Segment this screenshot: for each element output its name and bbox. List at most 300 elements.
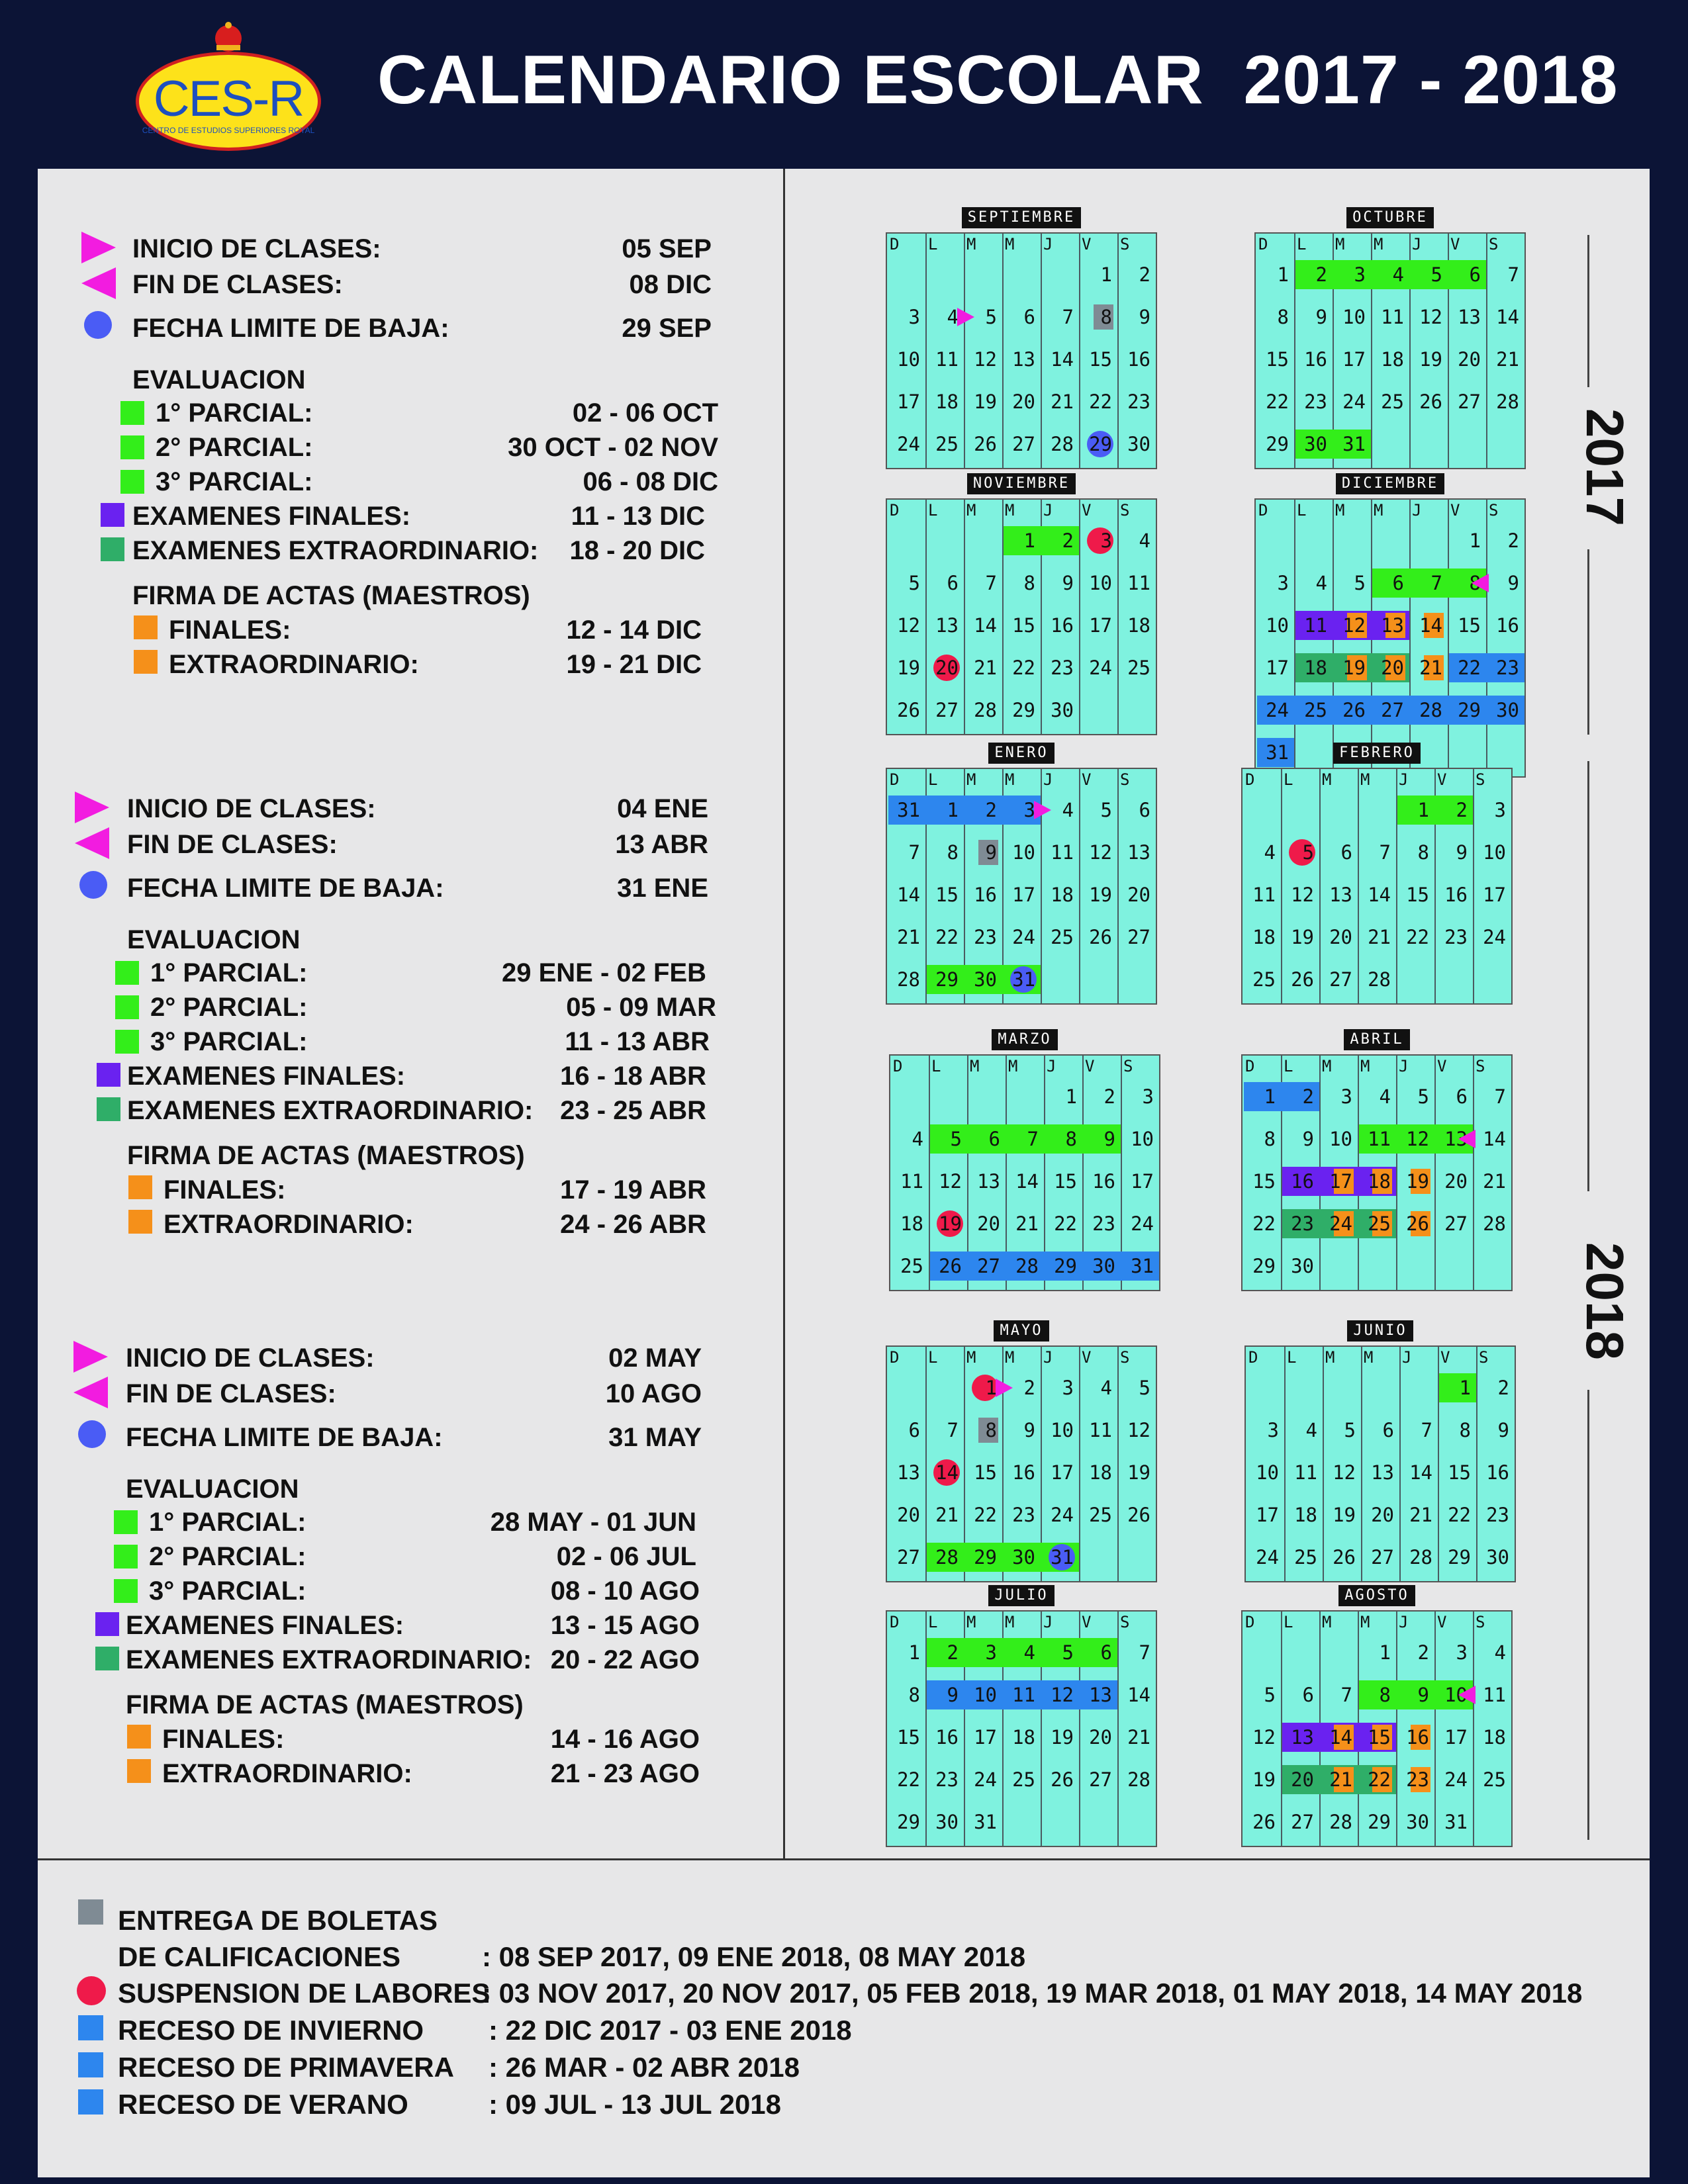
- day-cell: 27: [1291, 1811, 1314, 1833]
- day-cell: 6: [1382, 1419, 1394, 1441]
- day-cell: 13: [1371, 1461, 1394, 1484]
- day-cell: 8: [1100, 306, 1112, 328]
- day-header: M: [966, 501, 976, 520]
- day-cell: 28: [1329, 1811, 1352, 1833]
- day-cell: 3: [1340, 1085, 1352, 1108]
- month-name: OCTUBRE: [1346, 207, 1434, 228]
- day-cell: 26: [1291, 968, 1314, 991]
- month-calendar: [886, 1320, 1157, 1572]
- day-cell: 4: [1494, 1641, 1506, 1664]
- day-cell: 13: [1127, 841, 1150, 864]
- day-cell: 13: [935, 614, 959, 637]
- fin-triangle-icon: [1458, 1130, 1476, 1148]
- day-cell: 7: [908, 841, 920, 864]
- day-cell: 27: [1329, 968, 1352, 991]
- day-header: S: [1476, 1057, 1485, 1075]
- day-header: D: [890, 770, 900, 789]
- parcial-3-value: 11 - 13 ABR: [565, 1027, 710, 1056]
- day-cell: 14: [1368, 884, 1391, 906]
- day-cell: 4: [947, 306, 959, 328]
- day-cell: 11: [1381, 306, 1404, 328]
- month-calendar: [886, 1585, 1157, 1837]
- day-header: M: [966, 1348, 976, 1367]
- firma-finales-label: FINALES:: [169, 615, 291, 645]
- day-cell: 19: [939, 1212, 962, 1235]
- day-header: D: [890, 1348, 900, 1367]
- day-cell: 6: [1023, 306, 1035, 328]
- day-cell: 19: [1089, 884, 1112, 906]
- day-cell: 5: [950, 1128, 962, 1150]
- boletas-value: : 08 SEP 2017, 09 ENE 2018, 08 MAY 2018: [482, 1941, 1026, 1972]
- firma-extra-value: 21 - 23 AGO: [550, 1759, 700, 1788]
- day-cell: 28: [897, 968, 920, 991]
- day-cell: 25: [1252, 968, 1276, 991]
- day-cell: 17: [1329, 1170, 1352, 1193]
- day-cell: 11: [900, 1170, 923, 1193]
- day-cell: 19: [1051, 1726, 1074, 1749]
- day-cell: 31: [897, 799, 920, 821]
- day-cell: 10: [1483, 841, 1506, 864]
- month-calendar: [1254, 207, 1526, 459]
- day-cell: 30: [1127, 433, 1150, 455]
- day-cell: 21: [935, 1504, 959, 1526]
- month-name: JUNIO: [1347, 1320, 1413, 1342]
- day-header: J: [1043, 1348, 1053, 1367]
- day-cell: 24: [1444, 1768, 1468, 1791]
- day-cell: 18: [1252, 926, 1276, 948]
- firma-heading: FIRMA DE ACTAS (MAESTROS): [126, 1690, 524, 1719]
- extra-square-icon: [95, 1647, 119, 1670]
- parcial-1-label: 1° PARCIAL:: [149, 1508, 306, 1537]
- month-name: SEPTIEMBRE: [962, 207, 1081, 228]
- finales-label: EXAMENES FINALES:: [132, 502, 411, 531]
- day-cell: 5: [1264, 1684, 1276, 1706]
- day-header: S: [1489, 235, 1499, 253]
- day-cell: 2: [1062, 529, 1074, 552]
- day-cell: 8: [1065, 1128, 1077, 1150]
- day-cell: 15: [974, 1461, 997, 1484]
- day-cell: 18: [1483, 1726, 1506, 1749]
- month-calendar: [1244, 1320, 1516, 1572]
- day-cell: 19: [1291, 926, 1314, 948]
- boletas-label-1: ENTREGA DE BOLETAS: [118, 1905, 438, 1936]
- firma-extra-value: 19 - 21 DIC: [566, 650, 702, 679]
- fin-value: 08 DIC: [629, 270, 712, 299]
- parcial-2-value: 30 OCT - 02 NOV: [508, 433, 718, 462]
- parcial-square-icon: [114, 1579, 138, 1603]
- day-cell: 16: [974, 884, 997, 906]
- day-cell: 26: [1051, 1768, 1074, 1791]
- day-cell: 1: [1023, 529, 1035, 552]
- day-cell: 18: [1127, 614, 1150, 637]
- day-header: L: [928, 1613, 938, 1631]
- day-cell: 7: [1062, 306, 1074, 328]
- receso-square-icon: [78, 2052, 103, 2077]
- day-cell: 10: [1131, 1128, 1154, 1150]
- day-cell: 25: [1051, 926, 1074, 948]
- day-cell: 18: [900, 1212, 923, 1235]
- day-cell: 19: [1127, 1461, 1150, 1484]
- day-cell: 31: [1012, 968, 1035, 991]
- extra-label: EXAMENES EXTRAORDINARIO:: [132, 536, 539, 565]
- day-cell: 14: [1496, 306, 1519, 328]
- month-name: ABRIL: [1344, 1029, 1410, 1050]
- day-cell: 18: [1294, 1504, 1317, 1526]
- day-cell: 6: [947, 572, 959, 594]
- day-header: V: [1450, 501, 1460, 520]
- day-cell: 24: [1089, 657, 1112, 679]
- day-header: V: [1437, 770, 1447, 789]
- day-cell: 26: [1342, 699, 1366, 721]
- parcial-square-icon: [120, 435, 144, 459]
- day-cell: 20: [897, 1504, 920, 1526]
- day-header: M: [970, 1057, 980, 1075]
- day-header: L: [1297, 501, 1307, 520]
- day-header: D: [1245, 770, 1255, 789]
- day-header: M: [1005, 501, 1015, 520]
- inicio-value: 05 SEP: [622, 234, 712, 263]
- parcial-square-icon: [120, 470, 144, 494]
- day-cell: 11: [1294, 1461, 1317, 1484]
- day-cell: 21: [1015, 1212, 1039, 1235]
- day-cell: 15: [1448, 1461, 1471, 1484]
- firma-square-icon: [134, 650, 158, 674]
- day-header: S: [1120, 235, 1130, 253]
- day-cell: 24: [1266, 699, 1289, 721]
- day-cell: 30: [1291, 1255, 1314, 1277]
- day-cell: 31: [1051, 1546, 1074, 1569]
- day-cell: 5: [908, 572, 920, 594]
- day-cell: 13: [977, 1170, 1000, 1193]
- day-cell: 14: [1127, 1684, 1150, 1706]
- day-cell: 6: [1392, 572, 1404, 594]
- day-cell: 24: [1131, 1212, 1154, 1235]
- day-cell: 6: [1302, 1684, 1314, 1706]
- day-cell: 14: [1015, 1170, 1039, 1193]
- day-cell: 5: [1430, 263, 1442, 286]
- day-cell: 10: [897, 348, 920, 371]
- day-cell: 6: [908, 1419, 920, 1441]
- day-cell: 17: [1342, 348, 1366, 371]
- suspension-value: : 03 NOV 2017, 20 NOV 2017, 05 FEB 2018, 19 MAR 2018, 01 MAY 2018, 14 MAY 2018: [482, 1978, 1583, 2009]
- day-cell: 27: [1444, 1212, 1468, 1235]
- day-cell: 27: [977, 1255, 1000, 1277]
- day-cell: 26: [939, 1255, 962, 1277]
- day-cell: 26: [1333, 1546, 1356, 1569]
- month-calendar: [1241, 1029, 1513, 1281]
- baja-dot-icon: [78, 1420, 106, 1448]
- day-cell: 22: [1266, 390, 1289, 413]
- day-cell: 23: [1444, 926, 1468, 948]
- evaluacion-heading: EVALUACION: [127, 925, 301, 954]
- day-cell: 16: [1291, 1170, 1314, 1193]
- day-cell: 15: [935, 884, 959, 906]
- day-cell: 1: [985, 1377, 997, 1399]
- day-cell: 24: [1051, 1504, 1074, 1526]
- day-header: M: [1364, 1348, 1374, 1367]
- day-cell: 12: [1089, 841, 1112, 864]
- day-cell: 19: [1419, 348, 1442, 371]
- finales-square-icon: [95, 1612, 119, 1636]
- day-cell: 4: [1264, 841, 1276, 864]
- extra-label: EXAMENES EXTRAORDINARIO:: [126, 1645, 532, 1674]
- semester-3: [0, 1334, 783, 1811]
- month-grid: [1254, 498, 1526, 778]
- inicio-triangle-icon: [996, 1379, 1013, 1397]
- day-cell: 1: [1459, 1377, 1471, 1399]
- day-cell: 8: [1379, 1684, 1391, 1706]
- day-cell: 29: [1012, 699, 1035, 721]
- month-grid: [1254, 232, 1526, 469]
- day-header: M: [966, 770, 976, 789]
- boletas-square-icon: [78, 1899, 103, 1925]
- day-header: L: [1297, 235, 1307, 253]
- day-cell: 23: [1092, 1212, 1115, 1235]
- day-cell: 23: [1127, 390, 1150, 413]
- day-cell: 13: [1444, 1128, 1468, 1150]
- day-cell: 10: [1012, 841, 1035, 864]
- day-cell: 29: [1448, 1546, 1471, 1569]
- day-cell: 16: [1304, 348, 1327, 371]
- month-name: JULIO: [988, 1585, 1055, 1606]
- day-header: M: [1360, 1613, 1370, 1631]
- day-cell: 27: [1127, 926, 1150, 948]
- month-calendar: [889, 1029, 1160, 1281]
- day-cell: 4: [1305, 1419, 1317, 1441]
- day-cell: 6: [1469, 263, 1481, 286]
- day-cell: 13: [1012, 348, 1035, 371]
- day-header: S: [1120, 1348, 1130, 1367]
- day-cell: 19: [1252, 1768, 1276, 1791]
- day-cell: 30: [1486, 1546, 1509, 1569]
- day-cell: 12: [1127, 1419, 1150, 1441]
- day-cell: 25: [1127, 657, 1150, 679]
- day-cell: 10: [1089, 572, 1112, 594]
- day-cell: 29: [1458, 699, 1481, 721]
- day-header: D: [890, 1613, 900, 1631]
- day-cell: 2: [1507, 529, 1519, 552]
- header: [0, 0, 1688, 169]
- day-cell: 23: [1486, 1504, 1509, 1526]
- day-cell: 11: [1368, 1128, 1391, 1150]
- day-cell: 9: [1023, 1419, 1035, 1441]
- day-cell: 29: [974, 1546, 997, 1569]
- day-header: V: [1437, 1057, 1447, 1075]
- day-cell: 25: [1381, 390, 1404, 413]
- day-cell: 22: [974, 1504, 997, 1526]
- day-cell: 24: [1342, 390, 1366, 413]
- day-cell: 17: [1444, 1726, 1468, 1749]
- year-line: [1587, 761, 1589, 1191]
- day-cell: 26: [1419, 390, 1442, 413]
- parcial-2-value: 02 - 06 JUL: [556, 1542, 696, 1571]
- day-cell: 10: [1256, 1461, 1279, 1484]
- day-header: M: [1322, 1057, 1332, 1075]
- year-label-2017: 2017: [1575, 408, 1634, 526]
- day-cell: 8: [908, 1684, 920, 1706]
- day-cell: 16: [1486, 1461, 1509, 1484]
- day-cell: 11: [1051, 841, 1074, 864]
- day-cell: 4: [1023, 1641, 1035, 1664]
- day-cell: 5: [1417, 1085, 1429, 1108]
- day-cell: 21: [1496, 348, 1519, 371]
- month-grid: [889, 1054, 1160, 1291]
- day-cell: 8: [1277, 306, 1289, 328]
- day-cell: 6: [988, 1128, 1000, 1150]
- parcial-square-icon: [115, 1030, 139, 1054]
- month-calendar: [886, 473, 1157, 725]
- fin-triangle-icon: [75, 827, 109, 859]
- day-header: M: [1322, 1613, 1332, 1631]
- day-cell: 13: [897, 1461, 920, 1484]
- day-cell: 5: [1139, 1377, 1150, 1399]
- day-cell: 27: [1089, 1768, 1112, 1791]
- firma-square-icon: [128, 1175, 152, 1199]
- day-cell: 9: [1103, 1128, 1115, 1150]
- day-header: L: [928, 1348, 938, 1367]
- parcial-square-icon: [114, 1510, 138, 1534]
- day-header: V: [1082, 1613, 1092, 1631]
- day-cell: 30: [1406, 1811, 1429, 1833]
- day-cell: 15: [1368, 1726, 1391, 1749]
- firma-square-icon: [127, 1759, 151, 1783]
- day-cell: 23: [974, 926, 997, 948]
- parcial-1-value: 28 MAY - 01 JUN: [490, 1508, 696, 1537]
- day-cell: 3: [1100, 529, 1112, 552]
- fin-triangle-icon: [1472, 574, 1489, 592]
- finales-value: 11 - 13 DIC: [571, 502, 705, 531]
- parcial-3-label: 3° PARCIAL:: [149, 1576, 306, 1606]
- day-cell: 10: [1329, 1128, 1352, 1150]
- day-cell: 28: [1409, 1546, 1432, 1569]
- day-cell: 13: [1089, 1684, 1112, 1706]
- day-cell: 23: [1406, 1768, 1429, 1791]
- day-cell: 1: [1417, 799, 1429, 821]
- day-cell: 17: [1089, 614, 1112, 637]
- baja-label: FECHA LIMITE DE BAJA:: [126, 1423, 443, 1452]
- firma-square-icon: [128, 1210, 152, 1234]
- parcial-3-label: 3° PARCIAL:: [150, 1027, 308, 1056]
- day-cell: 15: [1089, 348, 1112, 371]
- day-cell: 3: [1062, 1377, 1074, 1399]
- day-header: L: [1284, 770, 1293, 789]
- day-cell: 11: [935, 348, 959, 371]
- inicio-triangle-icon: [81, 232, 116, 263]
- day-header: S: [1123, 1057, 1133, 1075]
- day-cell: 11: [1012, 1684, 1035, 1706]
- month-name: NOVIEMBRE: [967, 473, 1076, 494]
- day-header: S: [1120, 501, 1130, 520]
- inicio-label: INICIO DE CLASES:: [132, 234, 381, 263]
- parcial-2-value: 05 - 09 MAR: [566, 993, 716, 1022]
- parcial-1-value: 02 - 06 OCT: [572, 398, 718, 428]
- day-cell: 12: [974, 348, 997, 371]
- day-header: J: [1399, 770, 1409, 789]
- day-cell: 3: [908, 306, 920, 328]
- day-cell: 29: [1252, 1255, 1276, 1277]
- logo: [136, 19, 321, 158]
- day-cell: 5: [1354, 572, 1366, 594]
- day-header: J: [1402, 1348, 1412, 1367]
- day-cell: 8: [1459, 1419, 1471, 1441]
- day-cell: 10: [1342, 306, 1366, 328]
- day-cell: 22: [1406, 926, 1429, 948]
- parcial-square-icon: [115, 961, 139, 985]
- parcial-3-value: 06 - 08 DIC: [583, 467, 718, 496]
- day-cell: 24: [897, 433, 920, 455]
- day-cell: 16: [1051, 614, 1074, 637]
- day-cell: 23: [1051, 657, 1074, 679]
- day-cell: 28: [935, 1546, 959, 1569]
- day-cell: 12: [1406, 1128, 1429, 1150]
- day-cell: 9: [1417, 1684, 1429, 1706]
- day-cell: 23: [1496, 657, 1519, 679]
- day-header: L: [1287, 1348, 1297, 1367]
- parcial-2-label: 2° PARCIAL:: [156, 433, 313, 462]
- day-cell: 26: [974, 433, 997, 455]
- day-cell: 26: [1252, 1811, 1276, 1833]
- day-cell: 15: [897, 1726, 920, 1749]
- day-cell: 2: [1103, 1085, 1115, 1108]
- year-line: [1587, 1390, 1589, 1840]
- day-cell: 7: [1430, 572, 1442, 594]
- day-header: V: [1437, 1613, 1447, 1631]
- day-header: J: [1412, 235, 1422, 253]
- day-cell: 12: [1333, 1461, 1356, 1484]
- day-cell: 21: [1368, 926, 1391, 948]
- primavera-value: : 26 MAR - 02 ABR 2018: [489, 2052, 800, 2083]
- day-cell: 18: [1051, 884, 1074, 906]
- day-cell: 18: [1368, 1170, 1391, 1193]
- month-calendar: [1241, 1585, 1513, 1837]
- day-cell: 17: [1483, 884, 1506, 906]
- day-cell: 31: [1266, 741, 1289, 764]
- fin-triangle-icon: [1458, 1686, 1476, 1704]
- day-cell: 15: [1252, 1170, 1276, 1193]
- day-cell: 23: [935, 1768, 959, 1791]
- day-cell: 21: [1127, 1726, 1150, 1749]
- day-cell: 6: [1456, 1085, 1468, 1108]
- day-cell: 2: [1456, 799, 1468, 821]
- firma-finales-label: FINALES:: [164, 1175, 286, 1205]
- day-cell: 16: [1406, 1726, 1429, 1749]
- day-cell: 3: [1277, 572, 1289, 594]
- day-cell: 8: [1264, 1128, 1276, 1150]
- day-cell: 22: [897, 1768, 920, 1791]
- day-header: V: [1082, 501, 1092, 520]
- day-cell: 16: [1444, 884, 1468, 906]
- day-header: J: [1043, 1613, 1053, 1631]
- day-cell: 27: [935, 699, 959, 721]
- day-cell: 29: [1266, 433, 1289, 455]
- day-cell: 8: [1023, 572, 1035, 594]
- day-cell: 25: [1368, 1212, 1391, 1235]
- day-header: M: [1335, 235, 1345, 253]
- receso-square-icon: [78, 2015, 103, 2040]
- day-cell: 20: [935, 657, 959, 679]
- day-cell: 20: [1127, 884, 1150, 906]
- day-cell: 17: [1051, 1461, 1074, 1484]
- day-cell: 2: [1023, 1377, 1035, 1399]
- day-cell: 3: [1267, 1419, 1279, 1441]
- month-name: ENERO: [988, 743, 1055, 764]
- day-cell: 25: [1294, 1546, 1317, 1569]
- day-cell: 28: [1496, 390, 1519, 413]
- evaluacion-heading: EVALUACION: [132, 365, 306, 394]
- suspension-label: SUSPENSION DE LABORES: [118, 1978, 491, 2009]
- vertical-divider: [783, 169, 785, 1860]
- day-cell: 8: [1417, 841, 1429, 864]
